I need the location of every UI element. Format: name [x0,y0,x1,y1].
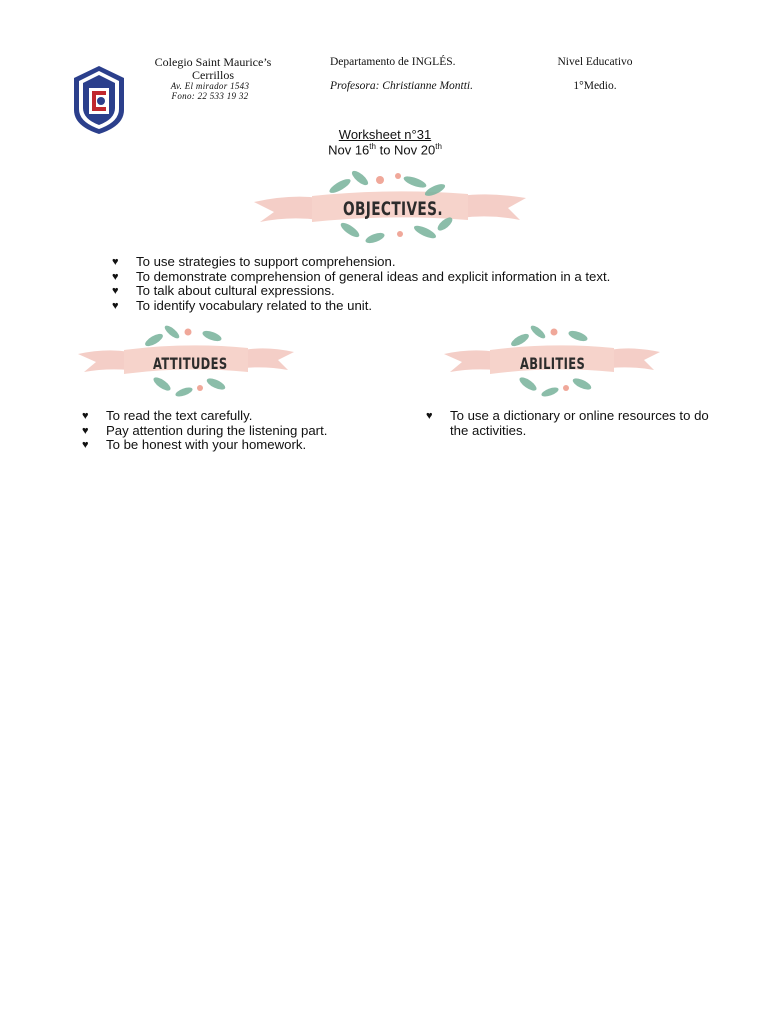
ability-text: To use a dictionary or online resources to do the activities. [450,408,709,438]
list-item [82,409,402,424]
heart-icon: ♥ [426,410,433,422]
list-item [426,409,726,438]
date-to: to Nov 20 [375,142,436,158]
heart-icon: ♥ [112,270,119,283]
objective-text: To identify vocabulary related to the unit. [136,297,373,313]
teacher-label: Profesora: Christianne Montti. [330,80,474,92]
list-item [82,424,402,439]
list-item [112,270,712,285]
heart-icon: ♥ [112,299,119,312]
abilities-banner [442,322,662,402]
date-from-suffix: th [369,142,376,151]
level-label: Nivel Educativo [557,56,633,68]
abilities-list [426,409,726,438]
attitude-text: To read the text carefully. [106,408,253,423]
grade-label: 1°Medio. [573,80,617,92]
list-item [82,438,402,453]
abilities-heading: ABILITIES [520,354,586,373]
school-crest-icon [72,64,126,136]
worksheet-title: Worksheet n°31 [338,127,432,142]
objective-text: To demonstrate comprehension of general ideas and explicit information in a text. [136,268,611,284]
worksheet-dates [260,142,510,157]
date-from: Nov 16 [328,142,370,158]
school-phone: Fono: 22 533 19 32 [171,91,249,101]
heart-icon: ♥ [112,285,119,298]
attitudes-banner [76,322,296,402]
objectives-list [112,255,712,313]
heart-icon: ♥ [112,256,119,268]
attitudes-heading: ATTITUDES [153,354,228,373]
school-name-line1: Colegio Saint Maurice’s [154,55,272,69]
attitude-text: To be honest with your homework. [106,437,307,453]
objective-text: To use strategies to support comprehension. [136,254,396,269]
heart-icon: ♥ [82,439,89,452]
date-to-suffix: th [435,142,442,151]
list-item [112,284,712,299]
attitude-text: Pay attention during the listening part. [106,422,328,438]
department-label: Departamento de INGLÉS. [330,56,456,68]
list-item [112,299,712,314]
school-crest-logo [72,64,126,136]
school-name [140,56,286,82]
heart-icon: ♥ [82,410,89,422]
objectives-banner [250,168,530,248]
school-address: Av. El mirador 1543 [170,81,250,91]
heart-icon: ♥ [82,424,89,437]
objective-text: To talk about cultural expressions. [136,283,335,299]
school-contact [140,81,280,101]
school-name-line2: Cerrillos [192,68,234,82]
objectives-heading: OBJECTIVES. [343,198,443,220]
list-item [112,255,712,270]
attitudes-list [82,409,402,453]
